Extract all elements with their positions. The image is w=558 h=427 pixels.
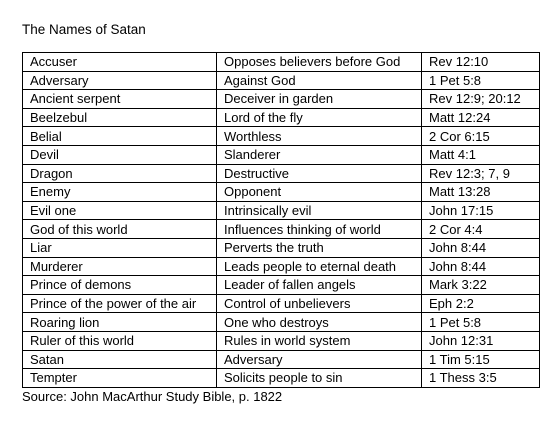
table-row — [23, 53, 540, 72]
reference-cell: 1 Pet 5:8 — [422, 313, 540, 332]
reference-cell: John 8:44 — [422, 257, 540, 276]
name-cell: Murderer — [23, 257, 217, 276]
name-cell: Evil one — [23, 201, 217, 220]
name-cell: Prince of demons — [23, 276, 217, 295]
name-cell: Roaring lion — [23, 313, 217, 332]
meaning-cell: Leader of fallen angels — [217, 276, 422, 295]
meaning-cell: Deceiver in garden — [217, 90, 422, 109]
reference-cell: Eph 2:2 — [422, 294, 540, 313]
meaning-cell: Slanderer — [217, 145, 422, 164]
source-citation: Source: John MacArthur Study Bible, p. 1822 — [22, 389, 283, 404]
name-cell: Satan — [23, 350, 217, 369]
reference-cell: Rev 12:10 — [422, 53, 540, 72]
table-row — [23, 294, 540, 313]
meaning-cell: Intrinsically evil — [217, 201, 422, 220]
meaning-cell: Control of unbelievers — [217, 294, 422, 313]
meaning-cell: Opposes believers before God — [217, 53, 422, 72]
table-row — [23, 220, 540, 239]
table-row — [23, 145, 540, 164]
document-title: The Names of Satan — [22, 22, 146, 37]
table-row — [23, 350, 540, 369]
name-cell: Enemy — [23, 183, 217, 202]
reference-cell: Matt 13:28 — [422, 183, 540, 202]
name-cell: Ancient serpent — [23, 90, 217, 109]
table-row — [23, 257, 540, 276]
meaning-cell: Perverts the truth — [217, 238, 422, 257]
name-cell: Accuser — [23, 53, 217, 72]
table-row — [23, 369, 540, 388]
table-row — [23, 127, 540, 146]
meaning-cell: Adversary — [217, 350, 422, 369]
meaning-cell: Solicits people to sin — [217, 369, 422, 388]
meaning-cell: Lord of the fly — [217, 108, 422, 127]
meaning-cell: One who destroys — [217, 313, 422, 332]
reference-cell: 1 Tim 5:15 — [422, 350, 540, 369]
reference-cell: 1 Pet 5:8 — [422, 71, 540, 90]
table-row — [23, 201, 540, 220]
reference-cell: Matt 4:1 — [422, 145, 540, 164]
name-cell: Tempter — [23, 369, 217, 388]
reference-cell: 2 Cor 6:15 — [422, 127, 540, 146]
meaning-cell: Rules in world system — [217, 331, 422, 350]
reference-cell: Mark 3:22 — [422, 276, 540, 295]
reference-cell: 1 Thess 3:5 — [422, 369, 540, 388]
reference-cell: 2 Cor 4:4 — [422, 220, 540, 239]
names-table — [22, 52, 540, 388]
name-cell: Belial — [23, 127, 217, 146]
table-row — [23, 164, 540, 183]
name-cell: Ruler of this world — [23, 331, 217, 350]
table-row — [23, 331, 540, 350]
meaning-cell: Influences thinking of world — [217, 220, 422, 239]
meaning-cell: Against God — [217, 71, 422, 90]
name-cell: God of this world — [23, 220, 217, 239]
meaning-cell: Leads people to eternal death — [217, 257, 422, 276]
reference-cell: John 12:31 — [422, 331, 540, 350]
table-row — [23, 183, 540, 202]
table-row — [23, 90, 540, 109]
meaning-cell: Opponent — [217, 183, 422, 202]
name-cell: Dragon — [23, 164, 217, 183]
reference-cell: John 8:44 — [422, 238, 540, 257]
reference-cell: Rev 12:9; 20:12 — [422, 90, 540, 109]
reference-cell: John 17:15 — [422, 201, 540, 220]
meaning-cell: Destructive — [217, 164, 422, 183]
names-table-body — [23, 53, 540, 388]
meaning-cell: Worthless — [217, 127, 422, 146]
reference-cell: Matt 12:24 — [422, 108, 540, 127]
table-row — [23, 276, 540, 295]
name-cell: Beelzebul — [23, 108, 217, 127]
name-cell: Devil — [23, 145, 217, 164]
name-cell: Adversary — [23, 71, 217, 90]
name-cell: Prince of the power of the air — [23, 294, 217, 313]
name-cell: Liar — [23, 238, 217, 257]
table-row — [23, 313, 540, 332]
table-row — [23, 71, 540, 90]
table-row — [23, 238, 540, 257]
reference-cell: Rev 12:3; 7, 9 — [422, 164, 540, 183]
table-row — [23, 108, 540, 127]
